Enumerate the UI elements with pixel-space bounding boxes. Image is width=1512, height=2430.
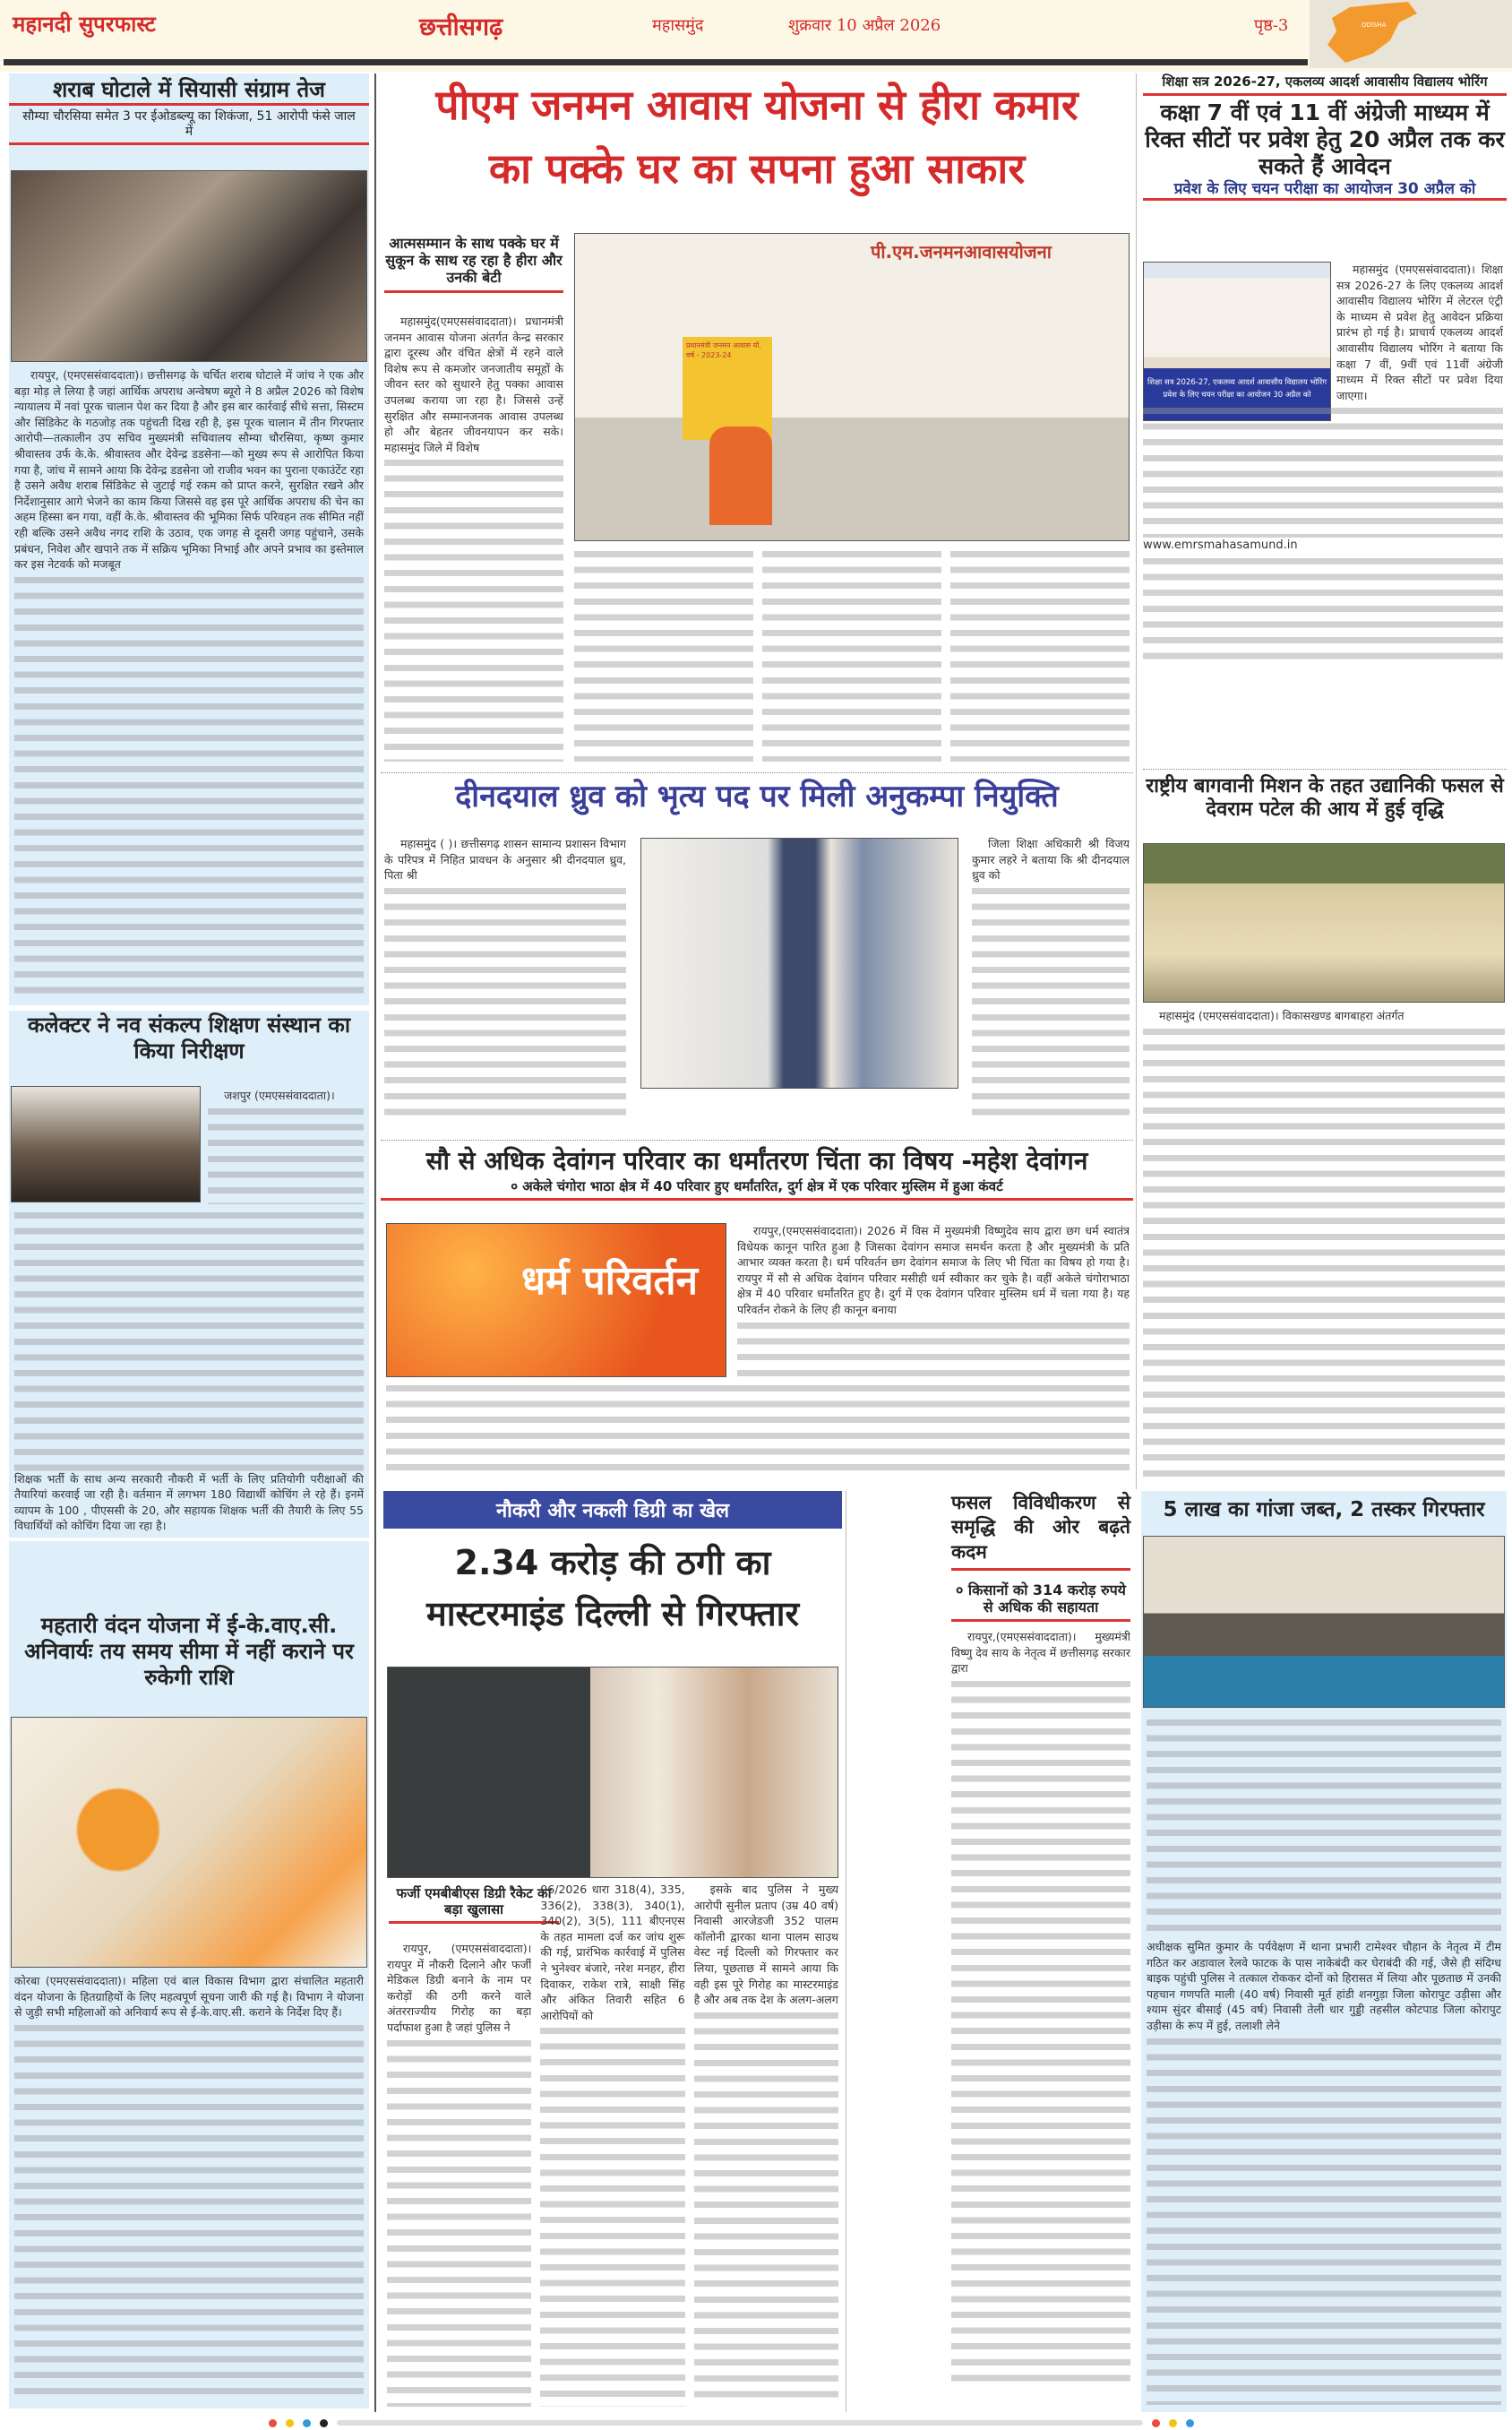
text-continuation <box>762 547 941 762</box>
text-column <box>694 1882 838 2407</box>
color-dot <box>1169 2419 1177 2427</box>
website-link[interactable]: www.emrsmahasamund.in <box>1143 539 1298 553</box>
subhead: आत्मसम्मान के साथ पक्के घर में सुकून के साथ रह रहा है हीरा और उनकी बेटी <box>384 235 563 293</box>
subhead: फर्जी एमबीबीएस डिग्री रैकेट का बड़ा खुलासा <box>389 1885 559 1924</box>
board-year: वर्ष - 2023-24 <box>686 351 732 359</box>
text-continuation <box>1147 1715 1501 1939</box>
story-ganja <box>1141 1491 1507 2412</box>
story-deendayal <box>381 772 1133 1131</box>
headline: फसल विविधीकरण से समृद्धि की ओर बढ़ते कदम <box>951 1491 1130 1571</box>
text-continuation <box>951 1676 1130 2382</box>
story-conversion <box>381 1140 1133 1485</box>
headline: महतारी वंदन योजना में ई-के.वाए.सी. अनिवार्यः तय समय सीमा में नहीं कराने पर रुकेगी राशि <box>24 1613 354 1690</box>
column-divider <box>374 73 376 2412</box>
text-continuation <box>14 573 364 1000</box>
conversion-image <box>386 1223 726 1377</box>
news-photo <box>11 170 367 362</box>
headline: कलेक्टर ने नव संकल्प शिक्षण संस्थान का किया निरीक्षण <box>27 1012 351 1064</box>
page-footer <box>0 2416 1512 2430</box>
article-text: अधीक्षक सुमित कुमार के पर्यवेक्षण में थाना प्रभारी टामेश्वर चौहान के नेतृत्व में टीम गठित कर अडावाल रेलवे फाटक के पास नाकेबंदी कर घेराबंदी की गई, जैसे ही संदिग्ध बाइक पहुंची पुलिस ने तत्काल रोककर दोनों को हिरासत में लिया और पूछताछ में उनकी पहचान गणपति माली (40 वर्ष) निवासी मूर्त हांडी शनगुड़ा जिला कोरापुट उड़ीसा और श्याम सुंदर बीसाई (45 वर्ष) निवासी तेली धार गुड्डी तहसील कोटपाड जिला कोरापुट उड़ीसा के रूप में हुई, तलाशी लेने <box>1147 1940 1501 2032</box>
headline: पीएम जनमन आवास योजना से हीरा कमार का पक्के घर का सपना हुआ साकार <box>435 81 1078 194</box>
photo-board <box>683 337 772 440</box>
subhead: ० अकेले चंगोरा भाठा क्षेत्र में 40 परिवार हुए धर्मांतरित, दुर्ग क्षेत्र में एक परिवार मुस्लिम में हुआ कंवर्ट <box>381 1176 1133 1201</box>
caption-line: शिक्षा सत्र 2026-27, एकलव्य आदर्श आवासीय विद्यालय भोरिंग <box>1147 378 1327 387</box>
text-column <box>762 547 941 762</box>
scheme-photo <box>11 1717 367 1968</box>
kicker-banner: नौकरी और नकली डिग्री का खेल <box>383 1491 842 1529</box>
page-number: पृष्ठ-3 <box>1254 16 1289 35</box>
text-continuation <box>384 883 626 1123</box>
edition-city: महासमुंद <box>652 16 704 35</box>
text-continuation <box>386 1381 1130 1479</box>
text-continuation <box>1143 554 1503 661</box>
color-dot <box>269 2419 277 2427</box>
headline: राष्ट्रीय बागवानी मिशन के तहत उद्यानिकी फसल से देवराम पटेल की आय में हुई वृद्धि <box>1146 775 1504 822</box>
article-text: रायपुर,(एमएससंवाददाता)। मुख्यमंत्री विष्णु देव साय के नेतृत्व में छत्तीसगढ़ सरकार द्वारा <box>951 1630 1130 1676</box>
person <box>709 427 772 525</box>
text-continuation <box>950 547 1130 762</box>
column-divider <box>1136 73 1137 1489</box>
edition-date: शुक्रवार 10 अप्रैल 2026 <box>788 16 941 35</box>
article-text: महासमुंद (एमएससंवाददाता)। शिक्षा सत्र 2026-27 के लिए एकलव्य आदर्श आवासीय विद्यालय भोरिंग में लेटरल एंट्री के माध्यम से प्रवेश हेतु आवेदन प्रक्रिया प्रारंभ हो गई है। प्राचार्य एकलव्य आदर्श आवासीय विद्यालय भोरिंग ने बताया कि कक्षा 7 वीं, 9वीं एवं 11वीं अंग्रेजी माध्यम में रिक्त सीटों पर प्रवेश दिया जाएगा। <box>1336 263 1503 402</box>
odisha-map-icon <box>1310 0 1512 68</box>
article-body <box>384 836 626 1123</box>
article-body-lower <box>386 1381 1130 1479</box>
photo-sign: पी.एम.जनमनआवासयोजना <box>871 241 1052 263</box>
arrest-photo <box>387 1667 838 1878</box>
article-text: रायपुर, (एमएससंवाददाता)। छत्तीसगढ़ के चर्चित शराब घोटाले में जांच ने एक और बड़ा मोड़ ले लिया है जहां आर्थिक अपराध अन्वेषण ब्यूरो ने 8 अप्रैल 2026 को विशेष न्यायालय में नवां पूरक चालान पेश कर दिया है और इस बार कार्रवाई सीधे सत्ता, सिस्टम और सिंडिकेट के गठजोड़ तक पहुंचती दिख रही है, इस पूरक चालान में तीन गिरफ्तार आरोपी—तत्कालीन उप सचिव मुख्यमंत्री सचिवालय सौम्या चौरसिया, कृष्ण कुमार श्रीवास्तव उर्फ के.के. श्रीवास्तव और देवेन्द्र डडसेना—को मुख्य रूप से आरोपित किया गया है, जांच में सामने आया कि देवेन्द्र डडसेना जो राजीव भवन का पुराना एकाउंटेंट रहा है उसने अवैध शराब सिंडिकेट से जुटाई गई रकम को प्राप्त करने, सुरक्षित रखने और निर्देशानुसार आगे भेजने का काम किया जिससे वह इस पूरे आर्थिक अपराध की चेन का अहम हिस्सा बन गया, वहीं के.के. श्रीवास्तव की भूमिका सिर्फ परिवहन तक सीमित नहीं रही बल्कि उसने अवैध नगद राशि के उठाव, एक जगह से दूसरी जगह पहुंचाने, उसके प्रबंधन, निवेश और खपाने तक में सक्रिय भूमिका निभाई और अपने प्रभाव का इस्तेमाल कर इस नेटवर्क को मजबूत <box>14 368 364 572</box>
image-text: धर्म परिवर्तन <box>521 1258 699 1304</box>
section-name: छत्तीसगढ़ <box>419 13 503 41</box>
text-continuation <box>14 2021 364 2403</box>
text-column <box>387 1941 531 2407</box>
article-body <box>1147 1715 1501 2405</box>
story-collector <box>9 1011 369 1538</box>
story-fraud <box>383 1491 842 2412</box>
photo-spacer <box>1143 262 1336 423</box>
text-continuation <box>694 2008 838 2407</box>
text-continuation <box>208 1104 364 1204</box>
text-continuation <box>737 1318 1130 1377</box>
paper-name: महानदी सुपरफास्ट <box>13 11 156 37</box>
house-photo <box>574 233 1130 541</box>
article-text: जिला शिक्षा अधिकारी श्री विजय कुमार लहरे ने बताया कि श्री दीनदयाल ध्रुव को <box>972 837 1130 883</box>
text-continuation <box>1143 403 1503 538</box>
story-eklavya <box>1143 73 1507 763</box>
article-body <box>384 314 563 762</box>
text-column <box>574 547 753 762</box>
article-body <box>14 367 364 1000</box>
text-column <box>950 547 1130 762</box>
appointment-photo <box>640 838 958 1089</box>
article-text: कोरबा (एमएससंवाददाता)। महिला एवं बाल विकास विभाग द्वारा संचालित महतारी वंदन योजना के हितग्राहियों के लिए महत्वपूर्ण सूचना जारी की गई है। विभाग ने योजना से जुड़ी सभी महिलाओं को अनिवार्य रूप से ई-के.वाए.सी. कराने के निर्देश दिए हैं। <box>14 1974 364 2020</box>
seizure-photo <box>1143 1536 1505 1708</box>
text-continuation <box>1143 1024 1505 1483</box>
article-body-2 <box>972 836 1130 1123</box>
headline: कक्षा 7 वीं एवं 11 वीं अंग्रेजी माध्यम में रिक्त सीटों पर प्रवेश हेतु 20 अप्रैल तक कर सकते हैं आवेदन <box>1145 99 1505 179</box>
headline: 2.34 करोड़ की ठगी का मास्टरमाइंड दिल्ली से गिरफ्तार <box>425 1543 800 1633</box>
headline: शराब घोटाले में सियासी संग्राम तेज <box>9 73 369 106</box>
story-liquor-scam <box>9 73 369 1005</box>
article-text: महासमुंद (एमएससंवाददाता)। विकासखण्ड बागबाहरा अंतर्गत <box>1159 1009 1405 1022</box>
article-text: रायपुर, (एमएससंवाददाता)। रायपुर में नौकरी दिलाने और फर्जी मेडिकल डिग्री बनाने के नाम पर करोड़ों की ठगी करने वाले अंतरराज्यीय गिरोह का बड़ा पर्दाफाश हुआ है जहां पुलिस ने <box>387 1942 532 2034</box>
headline: 5 लाख का गांजा जब्त, 2 तस्कर गिरफ्तार <box>1163 1498 1485 1521</box>
caption-line: प्रवेश के लिए चयन परीक्षा का आयोजन 30 अप्रैल को <box>1163 390 1311 400</box>
article-text: जशपुर (एमएससंवाददाता)। <box>224 1089 335 1102</box>
headline: सौ से अधिक देवांगन परिवार का धर्मांतरण चिंता का विषय -महेश देवांगन <box>425 1146 1088 1176</box>
story-farm <box>951 1491 1130 2412</box>
story-horticulture <box>1143 769 1507 1486</box>
subhead: ० किसानों को 314 करोड़ रुपये से अधिक की सहायता <box>951 1574 1130 1622</box>
text-continuation <box>1147 2034 1501 2405</box>
article-text: इसके बाद पुलिस ने मुख्य आरोपी सुनील प्रताप (उम्र 40 वर्ष) निवासी आरजेडजी 352 पालम कॉलोनी द्वारका थाना पालम साउथ वेस्ट नई दिल्ली को गिरफ्तार कर लिया, पूछताछ में सामने आया कि वही इस पूरे गिरोह का मास्टरमाइंड है और अब तक देश के अलग-अलग <box>693 1883 838 2007</box>
story-mahatari-vandan <box>9 1541 369 2408</box>
color-dot <box>1152 2419 1160 2427</box>
text-continuation <box>384 455 563 762</box>
article-body <box>1143 262 1503 762</box>
subhead: सौम्या चौरसिया समेत 3 पर ईओडब्ल्यू का शिकंजा, 51 आरोपी फंसे जाल में <box>9 106 369 146</box>
article-text: महासमुंद(एमएससंवाददाता)। प्रधानमंत्री जनमन आवास योजना अंतर्गत केन्द्र सरकार द्वारा दूरस्थ और वंचित क्षेत्रों में रहने वाले विशेष रूप से कमजोर जनजातीय समूहों के जीवन स्तर को सुधारने हेतु पक्का आवास उपलब्ध कराया जा रहा है। जिससे उन्हें सुरक्षित और सम्मानजनक आवास उपलब्ध हो और बेहतर जीवनयापन कर सके। महासमुंद जिले में विशेष <box>384 315 563 454</box>
text-continuation <box>540 2023 684 2407</box>
article-text: रायपुर,(एमएससंवाददाता)। 2026 में विस में मुख्यमंत्री विष्णुदेव साय द्वारा छग धर्म स्वातंत्र विधेयक कानून पारित हुआ है जिसका देवांगन समाज समर्थन करता है और मुख्यमंत्री के प्रति आभार व्यक्त करता है। धर्म परिवर्तन छग देवांगन समाज के लिए भी चिंता का विषय हो गया है। रायपुर में सौ से अधिक देवांगन परिवार मसीही धर्म स्वीकार कर चुके है। वहीं अकेले चंगोराभाठा क्षेत्र में 40 परिवार धर्मांतरित हुए है। दुर्ग में एक देवांगन परिवार मुस्लिम धर्म में चला गया है। यह परिवर्तन रोकने के लिए ही कानून बनाया <box>737 1224 1130 1316</box>
article-text: महासमुंद ( )। छत्तीसगढ़ शासन सामान्य प्रशासन विभाग के परिपत्र में निहित प्रावधन के अनुसार श्री दीनदयाल ध्रुव, पिता श्री <box>384 837 626 883</box>
field-photo <box>1143 843 1505 1003</box>
text-continuation <box>387 2036 531 2407</box>
footer-bar <box>337 2420 1143 2426</box>
map-label: ODISHA <box>1362 22 1387 29</box>
color-dot <box>1186 2419 1194 2427</box>
article-body <box>1143 1008 1505 1483</box>
masthead <box>0 0 1512 72</box>
article-columns <box>574 547 1130 762</box>
article-body <box>14 1973 364 2403</box>
text-continuation <box>972 883 1130 1123</box>
color-dot <box>303 2419 311 2427</box>
article-text: शिक्षक भर्ती के साथ अन्य सरकारी नौकरी में भर्ती के लिए प्रतियोगी परीक्षाओं की तैयारियां करवाई जा रही है। वर्तमान में लगभग 180 विद्यार्थी कोचिंग ले रहे हैं। इनमें व्यापम के 100 , पीएससी के 20, और सहायक शिक्षक भर्ती की तैयारी के लिए 55 विघार्थियों को कोचिंग दिया जा रहा है। <box>14 1471 364 1533</box>
text-column <box>540 1882 684 2407</box>
article-body-lower <box>14 1208 364 1534</box>
text-continuation <box>574 547 753 762</box>
subhead: प्रवेश के लिए चयन परीक्षा का आयोजन 30 अप्रैल को <box>1143 180 1507 201</box>
masthead-rule <box>4 59 1308 65</box>
color-dot <box>286 2419 294 2427</box>
headline: दीनदयाल ध्रुव को भृत्य पद पर मिली अनुकम्पा नियुक्ति <box>455 779 1059 814</box>
color-dot <box>320 2419 328 2427</box>
kicker: शिक्षा सत्र 2026-27, एकलव्य आदर्श आवासीय विद्यालय भोरिंग <box>1143 73 1507 96</box>
article-body <box>951 1629 1130 2382</box>
text-continuation <box>14 1208 364 1471</box>
article-body <box>737 1223 1130 1377</box>
article-body <box>208 1088 364 1204</box>
board-title: प्रधानमंत्री जनमन आवास यो. <box>686 341 761 349</box>
collector-photo <box>11 1086 201 1202</box>
story-pm-janman <box>381 73 1133 763</box>
article-text: 96/2026 धारा 318(4), 335, 336(2), 338(3), 340(1), 340(2), 3(5), 111 बीएनएस के तहत मामला दर्ज कर जांच शुरू की गई, प्रारंभिक कार्रवाई में पुलिस ने भुनेश्वर बंजारे, नरेश मनहर, हीरा दिवाकर, राकेश रात्रे, साक्षी सिंह और अंकित तिवारी सहित 6 आरोपियों को <box>540 1883 685 2022</box>
